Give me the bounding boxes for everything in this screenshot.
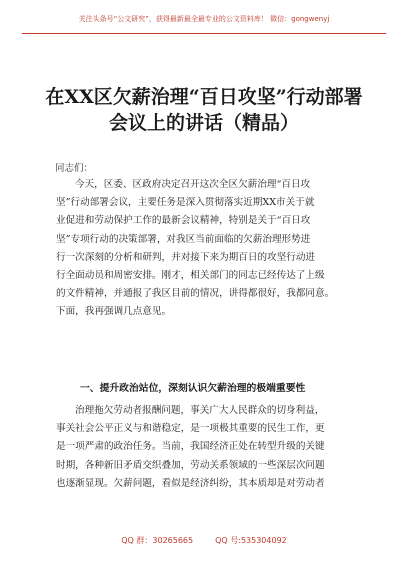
paragraph-line: 行全面动员和周密安排。刚才，相关部门的同志已经传达了上级 xyxy=(56,269,325,281)
paragraph-line: 也逐渐显现。欠薪问题，看似是经济纠纷，其本质却是对劳动者 xyxy=(56,477,325,489)
header-banner: 关注头条号“公文研究”，获得最新最全最专业的公文资料库！ 微信：gongwenyj xyxy=(78,15,330,23)
paragraph-line: 是一项严肃的政治任务。当前，我国经济正处在转型升级的关键 xyxy=(56,441,325,453)
section-heading-1: 一、提升政治站位，深刻认识欠薪治理的极端重要性 xyxy=(80,383,306,394)
title-line-1: 在XX区欠薪治理“百日攻坚”行动部署 xyxy=(45,86,363,108)
header-divider xyxy=(22,33,386,34)
paragraph-section-1 xyxy=(56,402,364,493)
footer-qq-group: QQ 群：30265665 xyxy=(121,536,194,545)
paragraph-line: 行一次深刻的分析和研判，并对接下来为期百日的攻坚行动进 xyxy=(56,251,316,263)
paragraph-line: 事关社会公平正义与和谐稳定，是一项极其重要的民生工作，更 xyxy=(56,423,325,435)
paragraph-line: 时期，各种新旧矛盾交织叠加，劳动关系领域的一些深层次问题 xyxy=(56,459,325,471)
document-title xyxy=(20,84,388,136)
paragraph-line: 坚”专项行动的决策部署，对我区当前面临的欠薪治理形势进 xyxy=(56,233,311,245)
title-line-2: 会议上的讲话（精品） xyxy=(108,112,299,134)
footer-contact xyxy=(0,535,408,546)
footer-qq-number: QQ 号:535304092 xyxy=(215,536,287,545)
salutation: 同志们： xyxy=(55,163,94,174)
paragraph-line: 今天，区委、区政府决定召开这次全区欠薪治理“百日攻 xyxy=(75,179,311,190)
paragraph-line: 下面，我再强调几点意见。 xyxy=(56,306,172,318)
paragraph-line: 治理拖欠劳动者报酬问题，事关广大人民群众的切身利益， xyxy=(75,405,325,416)
paragraph-line: 业促进和劳动保护工作的最新会议精神，特别是关于“百日攻 xyxy=(56,215,311,227)
paragraph-intro xyxy=(56,176,364,322)
paragraph-line: 的文件精神，并通报了我区目前的情况，讲得都很好，我都同意。 xyxy=(56,288,335,300)
paragraph-line: 坚”行动部署会议，主要任务是深入贯彻落实近期XX市关于就 xyxy=(56,197,315,209)
